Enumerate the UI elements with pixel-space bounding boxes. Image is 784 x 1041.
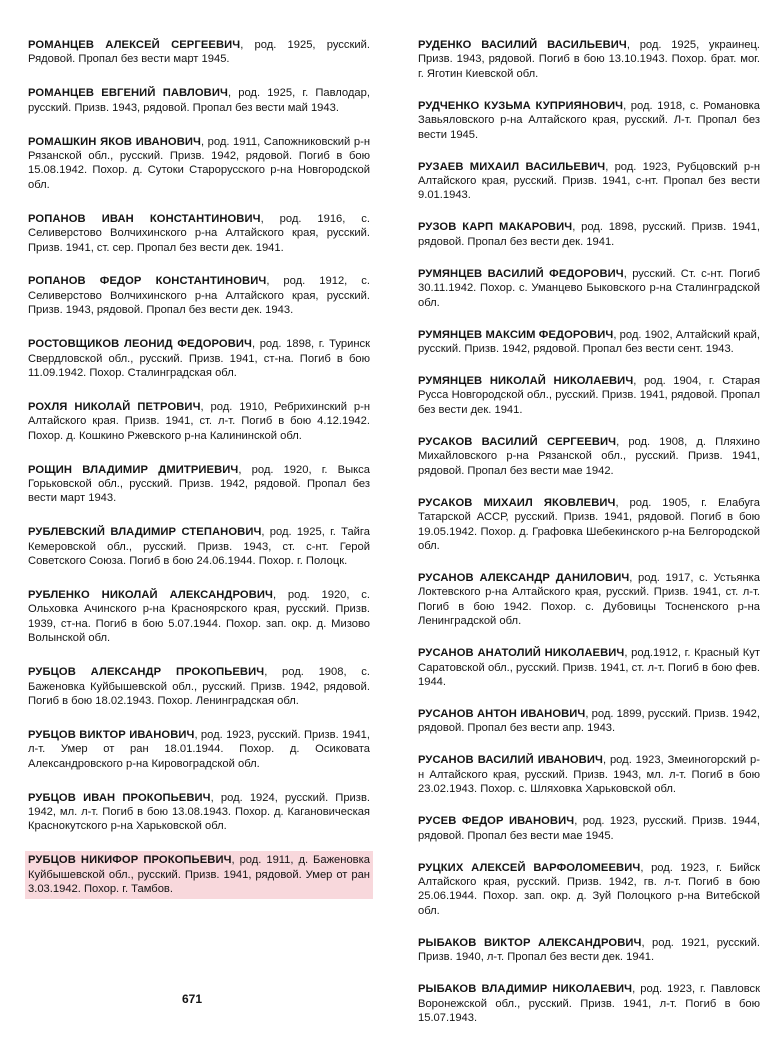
record-entry <box>415 97 763 144</box>
record-entry <box>415 859 763 921</box>
person-details: , род. 1925, украинец. Призв. 1943, рядовой. Погиб в бою 13.10.1943. Похор. брат. мог. г. Яготин Киевской обл. <box>418 39 760 80</box>
person-details: , род. 1925, г. Павлодар, русский. Призв. 1943, рядовой. Пропал без вести май 1943. <box>28 87 370 114</box>
person-details: , род. 1912, с. Селиверстово Волчихинского р-на Алтайского края, русский. Призв. 1943, рядовой. Пропал без вести дек. 1943. <box>28 275 370 317</box>
record-entry <box>415 494 763 556</box>
person-name: РОХЛЯ НИКОЛАЙ ПЕТРОВИЧ <box>28 400 201 413</box>
person-name: РУСАНОВ АНАТОЛИЙ НИКОЛАЕВИЧ <box>418 647 625 660</box>
record-entry <box>415 372 763 419</box>
record-entry <box>415 326 763 359</box>
record-entry <box>25 851 373 898</box>
left-column <box>25 36 373 914</box>
record-entry <box>415 158 763 205</box>
record-entry <box>25 523 373 570</box>
person-name: РУЗАЕВ МИХАИЛ ВАСИЛЬЕВИЧ <box>418 160 606 173</box>
record-entry <box>415 812 763 845</box>
record-entry <box>415 934 763 967</box>
person-name: РОМАНЦЕВ АЛЕКСЕЙ СЕРГЕЕВИЧ <box>28 39 241 51</box>
record-entry <box>415 644 763 691</box>
record-entry <box>25 789 373 836</box>
person-details: , род. 1923, Змеиногорский р-н Алтайского края, русский. Призв. 1943, мл. л-т. Погиб в бою 23.02.1943. Похор. с. Шляховка Харьковской обл. <box>418 754 760 796</box>
person-details: , род.1912, г. Красный Кут Саратовской обл., русский. Призв. 1941, ст. л-т. Погиб в бою фев. 1944. <box>418 647 760 688</box>
record-entry <box>25 36 373 69</box>
page-number: 671 <box>182 992 203 1006</box>
record-entry <box>415 36 763 83</box>
record-entry <box>25 663 373 710</box>
record-entry <box>415 705 763 738</box>
person-name: РУСАНОВ АНТОН ИВАНОВИЧ <box>418 707 586 720</box>
person-details: , род. 1923, г. Бийск Алтайского края, русский. Призв. 1942, гв. л-т. Погиб в бою 25.06.1944. Похор. зап. окр. д. Зуй Полоцкого р-на Витебской обл. <box>418 861 760 917</box>
person-details: , род. 1902, Алтайский край, русский. Призв. 1942, рядовой. Пропал без вести сент. 1943. <box>418 328 760 356</box>
record-entry <box>25 398 373 445</box>
record-entry <box>25 335 373 382</box>
person-name: РУЦКИХ АЛЕКСЕЙ ВАРФОЛОМЕЕВИЧ <box>418 861 641 874</box>
person-details: , род. 1923, русский. Призв. 1944, рядовой. Пропал без вести мае 1945. <box>418 815 761 842</box>
person-name: РУМЯНЦЕВ НИКОЛАЙ НИКОЛАЕВИЧ <box>418 375 634 388</box>
person-details: , род. 1908, д. Пляхино Михайловского р-на Рязанской обл., русский. Призв. 1941, рядовой. Пропал без вести мае 1942. <box>418 435 760 477</box>
record-entry <box>415 569 763 631</box>
person-name: РУМЯНЦЕВ ВАСИЛИЙ ФЕДОРОВИЧ <box>418 267 624 280</box>
person-name: РУСАНОВ АЛЕКСАНДР ДАНИЛОВИЧ <box>418 571 630 584</box>
person-name: РОМАНЦЕВ ЕВГЕНИЙ ПАВЛОВИЧ <box>28 87 228 100</box>
person-details: , род. 1910, Ребрихинский р-н Алтайского края. Призв. 1941, ст. л-т. Погиб в бою 4.12.1942. Похор. д. Кошкино Ржевского р-на Калининской обл. <box>28 400 370 442</box>
record-entry <box>25 210 373 257</box>
person-details: , род. 1908, с. Баженовка Куйбышевской обл., русский. Призв. 1942, рядовой. Погиб в бою 18.02.1943. Похор. Ленинградская обл. <box>28 666 371 707</box>
person-name: РУБЛЕВСКИЙ ВЛАДИМИР СТЕПАНОВИЧ <box>28 526 262 539</box>
person-details: , род. 1916, с. Селиверстово Волчихинского р-на Алтайского края, русский. Призв. 1941, ст. сер. Пропал без вести дек. 1941. <box>28 212 370 254</box>
record-entry <box>415 751 763 798</box>
person-name: РУДЕНКО ВАСИЛИЙ ВАСИЛЬЕВИЧ <box>418 39 627 51</box>
person-name: РОПАНОВ ФЕДОР КОНСТАНТИНОВИЧ <box>28 275 267 288</box>
person-details: , род. 1911, Сапожниковский р-н Рязанской обл., русский. Призв. 1942, рядовой. Погиб в бою 15.08.1942. Похор. д. Сутоки Старорусского р-на Новгородской обл. <box>28 135 370 191</box>
record-entry <box>25 586 373 648</box>
person-name: РУСЕВ ФЕДОР ИВАНОВИЧ <box>418 815 575 828</box>
person-name: РУЗОВ КАРП МАКАРОВИЧ <box>418 221 573 234</box>
person-name: РОПАНОВ ИВАН КОНСТАНТИНОВИЧ <box>28 212 261 225</box>
person-details: , род. 1920, г. Выкса Горьковской обл., русский. Призв. 1942, рядовой. Пропал без вести март 1943. <box>28 463 370 505</box>
person-details: , род. 1925, русский. Рядовой. Пропал без вести март 1945. <box>28 39 370 66</box>
person-details: , русский. Ст. с-нт. Погиб 30.11.1942. Похор. с. Уманцево Быковского р-на Сталинградской обл. <box>418 267 760 309</box>
record-entry <box>25 272 373 319</box>
record-entry <box>25 726 373 773</box>
record-entry <box>415 433 763 480</box>
person-name: РУМЯНЦЕВ МАКСИМ ФЕДОРОВИЧ <box>418 328 614 341</box>
person-details: , род. 1911, д. Баженовка Куйбышевской обл., русский. Призв. 1941, рядовой. Умер от ран 3.03.1942. Похор. г. Тамбов. <box>28 854 370 896</box>
person-details: , род. 1918, с. Романовка Завьяловского р-на Алтайского края, русский. Л-т. Пропал без вести 1945. <box>418 99 760 141</box>
person-details: , род. 1923, Рубцовский р-н Алтайского края, русский. Призв. 1941, с-нт. Пропал без вести 9.01.1943. <box>418 160 760 202</box>
person-name: РУБЛЕНКО НИКОЛАЙ АЛЕКСАНДРОВИЧ <box>28 589 273 602</box>
person-details: , род. 1925, г. Тайга Кемеровской обл., русский. Призв. 1943, ст. с-нт. Герой Советского Союза. Погиб в бою 24.06.1944. Похор. г. Полоцк. <box>28 526 370 568</box>
person-name: РУДЧЕНКО КУЗЬМА КУПРИЯНОВИЧ <box>418 99 624 112</box>
person-name: РЫБАКОВ ВЛАДИМИР НИКОЛАЕВИЧ <box>418 983 633 996</box>
record-entry <box>25 133 373 195</box>
record-entry <box>415 218 763 251</box>
person-name: РУБЦОВ АЛЕКСАНДР ПРОКОПЬЕВИЧ <box>28 666 265 679</box>
right-column <box>415 36 763 1041</box>
person-name: РУСАНОВ ВАСИЛИЙ ИВАНОВИЧ <box>418 754 603 767</box>
person-details: , род. 1898, русский. Призв. 1941, рядовой. Пропал без вести дек. 1941. <box>418 221 760 248</box>
person-name: РЫБАКОВ ВИКТОР АЛЕКСАНДРОВИЧ <box>418 936 642 949</box>
person-details: , род. 1923, русский. Призв. 1941, л-т. Умер от ран 18.01.1944. Похор. д. Осиковата Александровского р-на Кировоградской обл. <box>28 728 370 770</box>
person-name: РУБЦОВ НИКИФОР ПРОКОПЬЕВИЧ <box>28 854 232 867</box>
person-details: , род. 1917, с. Устьянка Локтевского р-на Алтайского края, русский. Призв. 1941, ст. л-т. Погиб в бою 1942. Похор. с. Дубовицы Тосненского р-на Ленинградской обл. <box>418 571 760 628</box>
person-details: , род. 1898, г. Туринск Свердловской обл., русский. Призв. 1941, ст-на. Погиб в бою 11.09.1942. Похор. Сталинградская обл. <box>28 338 370 379</box>
person-details: , род. 1924, русский. Призв. 1942, мл. л-т. Погиб в бою 13.08.1943. Похор. д. Кагановическая Краснокутского р-на Харьковской обл. <box>28 791 370 833</box>
person-details: , род. 1921, русский. Призв. 1940, л-т. Пропал без вести дек. 1941. <box>418 936 760 964</box>
person-name: РУБЦОВ ВИКТОР ИВАНОВИЧ <box>28 728 195 741</box>
person-details: , род. 1905, г. Елабуга Татарской АССР, русский. Призв. 1941, рядовой. Погиб в бою 19.05.1942. Похор. д. Графовка Шебекинского р-на Белгородской обл. <box>418 496 760 552</box>
person-name: РУСАКОВ МИХАИЛ ЯКОВЛЕВИЧ <box>418 496 616 509</box>
record-entry <box>415 980 763 1027</box>
person-details: , род. 1899, русский. Призв. 1942, рядовой. Пропал без вести апр. 1943. <box>418 707 760 735</box>
person-name: РОЩИН ВЛАДИМИР ДМИТРИЕВИЧ <box>28 463 239 476</box>
person-name: РУСАКОВ ВАСИЛИЙ СЕРГЕЕВИЧ <box>418 435 617 448</box>
person-name: РУБЦОВ ИВАН ПРОКОПЬЕВИЧ <box>28 791 211 804</box>
person-details: , род. 1920, с. Ольховка Ачинского р-на Красноярского края, русский. Призв. 1939, ст-на. Погиб в бою 5.07.1944. Похор. зап. окр. д. Мизово Волынской обл. <box>28 589 370 645</box>
person-name: РОСТОВЩИКОВ ЛЕОНИД ФЕДОРОВИЧ <box>28 338 252 351</box>
record-entry <box>415 265 763 312</box>
person-name: РОМАШКИН ЯКОВ ИВАНОВИЧ <box>28 135 201 148</box>
person-details: , род. 1923, г. Павловск Воронежской обл., русский. Призв. 1941, л-т. Погиб в бою 15.07.1943. <box>418 983 761 1024</box>
record-entry <box>25 84 373 117</box>
person-details: , род. 1904, г. Старая Русса Новгородской обл., русский. Призв. 1941, рядовой. Пропал без вести дек. 1941. <box>418 375 760 416</box>
record-entry <box>25 461 373 508</box>
